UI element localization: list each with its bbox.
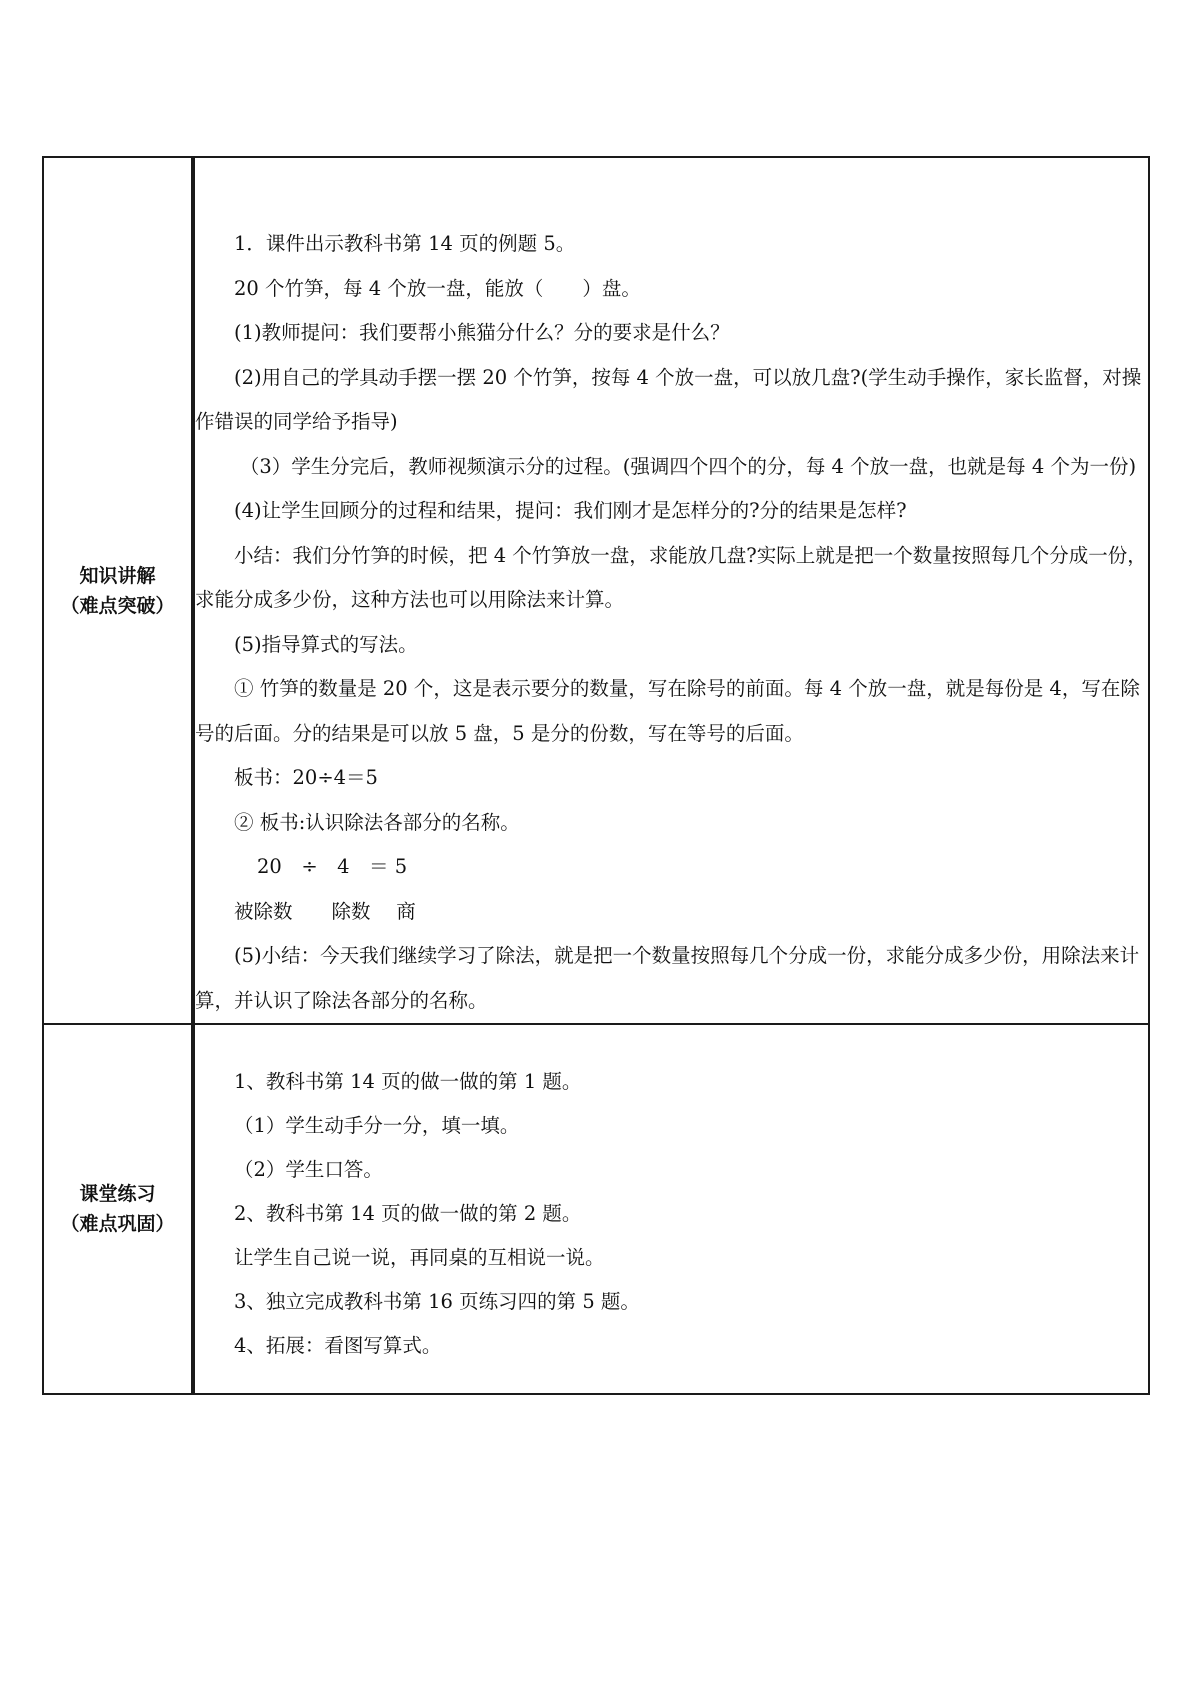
section-title: 知识讲解 xyxy=(79,564,156,587)
paragraph: (5)指导算式的写法。 xyxy=(234,632,418,656)
paragraph: （2）学生口答。 xyxy=(234,1158,383,1181)
paragraph: （1）学生动手分一分，填一填。 xyxy=(234,1114,520,1137)
section-label-knowledge xyxy=(43,157,193,1024)
paragraph: 板书：20÷4＝5 xyxy=(234,766,378,789)
paragraph: (2)用自己的学具动手摆一摆 20 个竹笋，按每 4 个放一盘，可以放几盘?(学生动手操作，家长监督，对操作错误的同学给予指导) xyxy=(195,365,1142,433)
paragraph: (4)让学生回顾分的过程和结果，提问：我们刚才是怎样分的?分的结果是怎样? xyxy=(234,499,907,522)
paragraph: ① 竹笋的数量是 20 个，这是表示要分的数量，写在除号的前面。每 4 个放一盘，就是每份是 4，写在除号的后面。分的结果是可以放 5 盘，5 是分的份数，写在等号的后面。 xyxy=(195,677,1140,745)
division-formula: 20 ÷ 4 ＝ 5 xyxy=(257,855,408,878)
paragraph: （3）学生分完后，教师视频演示分的过程。(强调四个四个的分，每 4 个放一盘，也就是每 4 个为一份) xyxy=(239,454,1137,478)
paragraph: 1．课件出示教科书第 14 页的例题 5。 xyxy=(234,232,576,255)
paragraph: (5)小结：今天我们继续学习了除法，就是把一个数量按照每几个分成一份，求能分成多少份，用除法来计算，并认识了除法各部分的名称。 xyxy=(195,944,1140,1012)
paragraph: 3、独立完成教科书第 16 页练习四的第 5 题。 xyxy=(234,1290,640,1313)
section-content-practice xyxy=(193,1024,1149,1394)
paragraph: 4、拓展：看图写算式。 xyxy=(234,1334,442,1357)
section-subtitle: （难点巩固） xyxy=(60,1213,175,1235)
section-label-practice xyxy=(43,1024,193,1394)
section-subtitle: （难点突破） xyxy=(60,594,175,617)
paragraph: 让学生自己说一说，再同桌的互相说一说。 xyxy=(234,1246,605,1269)
paragraph: 20 个竹笋，每 4 个放一盘，能放（ ）盘。 xyxy=(234,276,641,300)
section-practice xyxy=(43,1024,1149,1394)
paragraph: 2、教科书第 14 页的做一做的第 2 题。 xyxy=(234,1202,582,1225)
lesson-plan-table xyxy=(42,156,1150,1395)
paragraph: ② 板书:认识除法各部分的名称。 xyxy=(234,810,520,834)
paragraph: 小结：我们分竹笋的时候，把 4 个竹笋放一盘，求能放几盘?实际上就是把一个数量按照每几个分成一份，求能分成多少份，这种方法也可以用除法来计算。 xyxy=(195,543,1147,611)
section-title: 课堂练习 xyxy=(79,1183,156,1205)
paragraph: (1)教师提问：我们要帮小熊猫分什么？分的要求是什么？ xyxy=(234,321,730,344)
paragraph: 1、教科书第 14 页的做一做的第 1 题。 xyxy=(234,1070,582,1093)
section-knowledge xyxy=(43,157,1149,1024)
division-term-names: 被除数 除数 商 xyxy=(234,899,416,923)
section-content-knowledge xyxy=(193,157,1149,1024)
